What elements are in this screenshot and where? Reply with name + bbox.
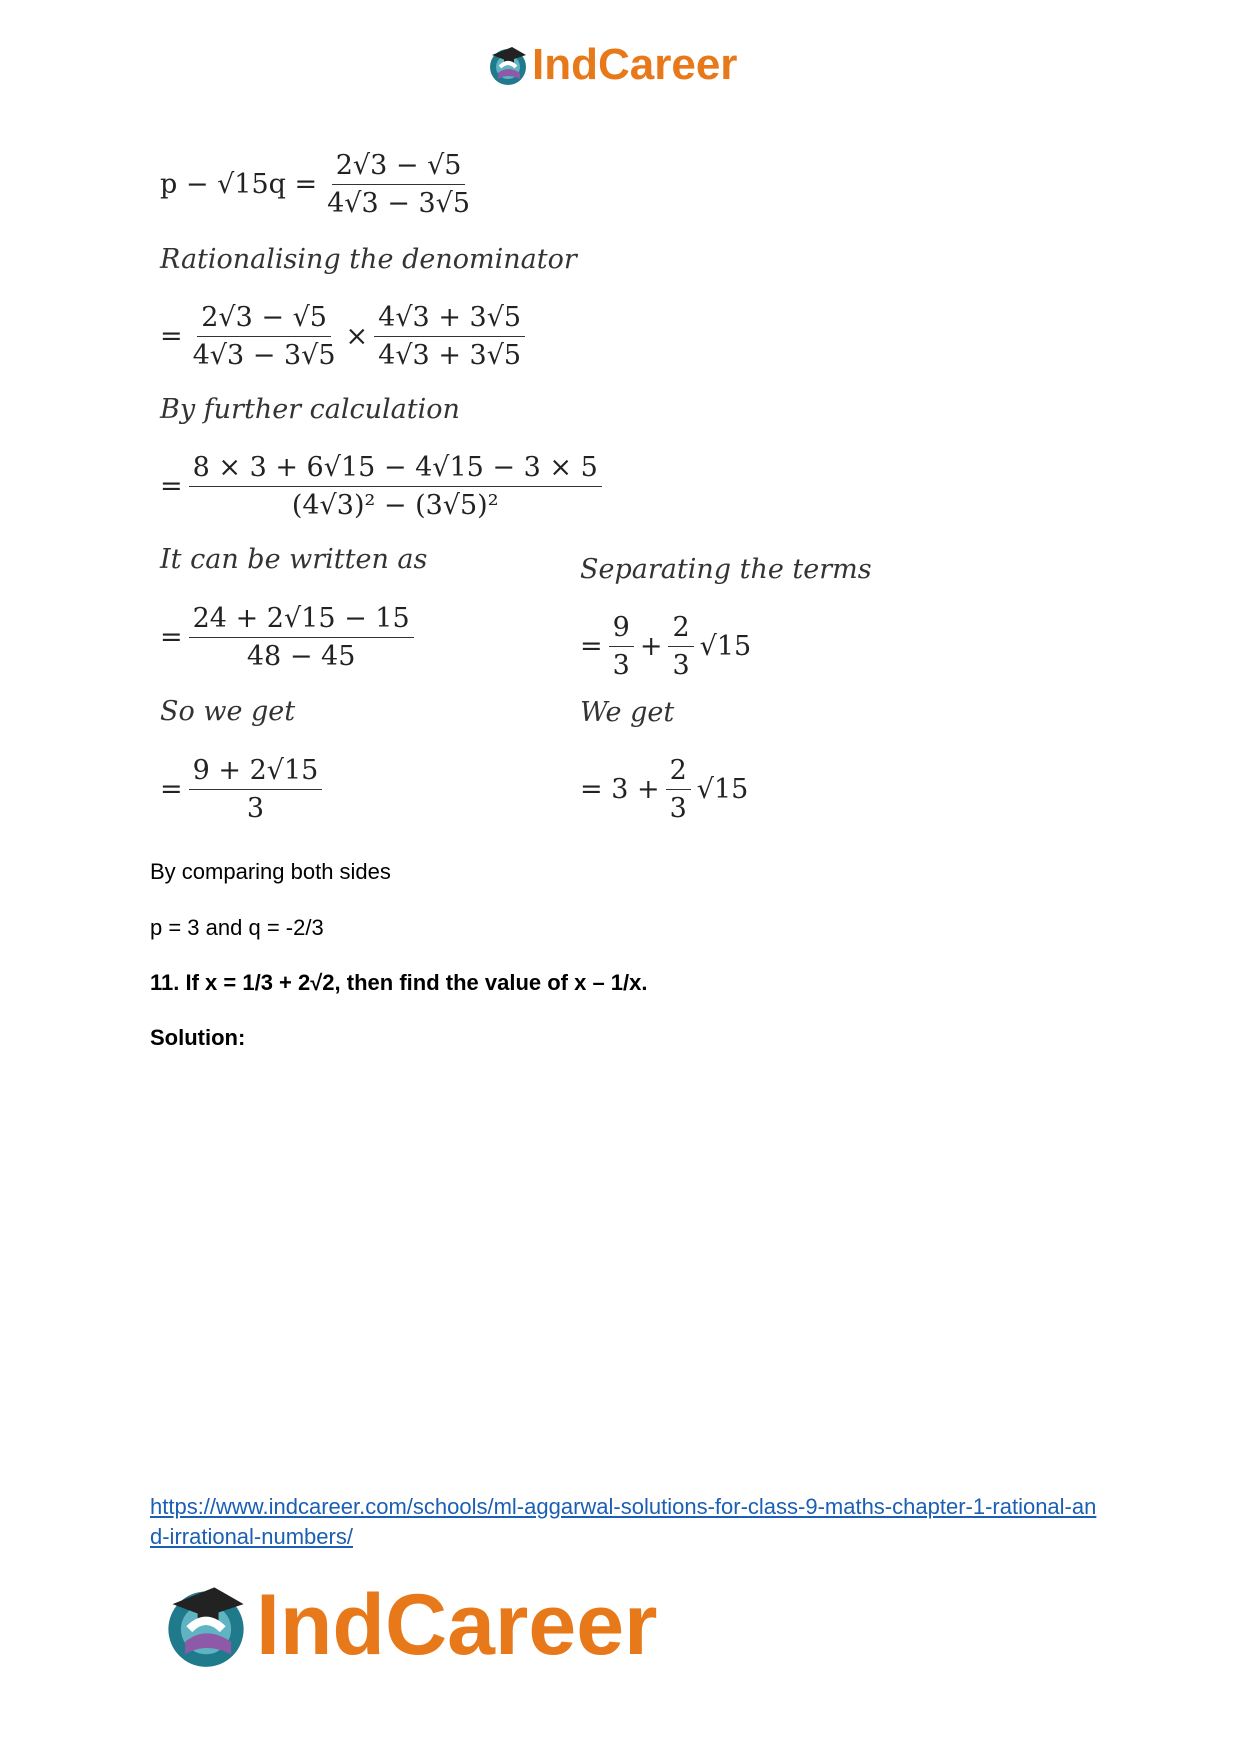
fraction [609,612,634,681]
step-note: It can be written as [160,544,428,575]
equals-sign: = [160,774,183,805]
fraction [374,302,525,371]
source-link[interactable]: https://www.indcareer.com/schools/ml-aggarwal-solutions-for-class-9-maths-chapter-1-rational-and-irrational-numbers/ [150,1494,1097,1549]
equals-sign: = [580,631,603,662]
numerator: 4√3 + 3√5 [374,302,525,337]
step-note: By further calculation [160,394,460,425]
times-sign: × [345,321,369,352]
square-root: √15 [699,631,752,662]
brand-wordmark: IndCareer [256,1576,658,1673]
compare-text: By comparing both sides [150,859,391,884]
equation-line-1 [160,150,480,219]
equation-line-2 [160,302,531,371]
equation-line-6 [580,612,751,681]
equals-sign: = [160,471,183,502]
step-note: We get [580,697,675,728]
denominator: 3 [669,793,687,824]
denominator: 3 [612,650,630,681]
footer-logo [160,1575,658,1675]
solution-heading: Solution: [150,1025,246,1050]
brand-wordmark: IndCareer [532,40,738,89]
denominator: (4√3)² − (3√5)² [291,490,499,521]
fraction [666,755,691,824]
graduation-cap-globe-icon [160,1579,252,1671]
numerator: 2 [668,612,693,647]
fraction [323,150,474,219]
graduation-cap-globe-icon [486,43,530,87]
step-note: Rationalising the denominator [160,244,577,275]
header-logo [486,40,737,90]
equals-sign: = [160,622,183,653]
fraction [189,302,340,371]
equals-sign: = [160,321,183,352]
equation-line-7 [580,755,748,824]
numerator: 24 + 2√15 − 15 [189,603,414,638]
fraction [189,603,414,672]
step-note: Separating the terms [580,554,872,585]
equation-lhs: = 3 + [580,774,660,805]
denominator: 3 [672,650,690,681]
numerator: 9 + 2√15 [189,755,323,790]
equation-lhs: p − √15q = [160,169,318,200]
fraction [189,755,323,824]
numerator: 2 [666,755,691,790]
numerator: 8 × 3 + 6√15 − 4√15 − 3 × 5 [189,452,602,487]
question-heading: 11. If x = 1/3 + 2√2, then find the value of x – 1/x. [150,970,648,995]
denominator: 4√3 + 3√5 [378,340,522,371]
denominator: 4√3 − 3√5 [327,188,471,219]
equation-line-4 [160,603,420,672]
step-note: So we get [160,696,296,727]
square-root: √15 [696,774,749,805]
equation-line-3 [160,452,608,521]
plus-sign: + [639,631,663,662]
numerator: 9 [609,612,634,647]
denominator: 4√3 − 3√5 [192,340,336,371]
fraction [189,452,602,521]
denominator: 48 − 45 [246,641,356,672]
equation-line-5 [160,755,328,824]
result-text: p = 3 and q = -2/3 [150,915,324,940]
fraction [668,612,693,681]
denominator: 3 [246,793,265,824]
numerator: 2√3 − √5 [332,150,466,185]
numerator: 2√3 − √5 [197,302,331,337]
